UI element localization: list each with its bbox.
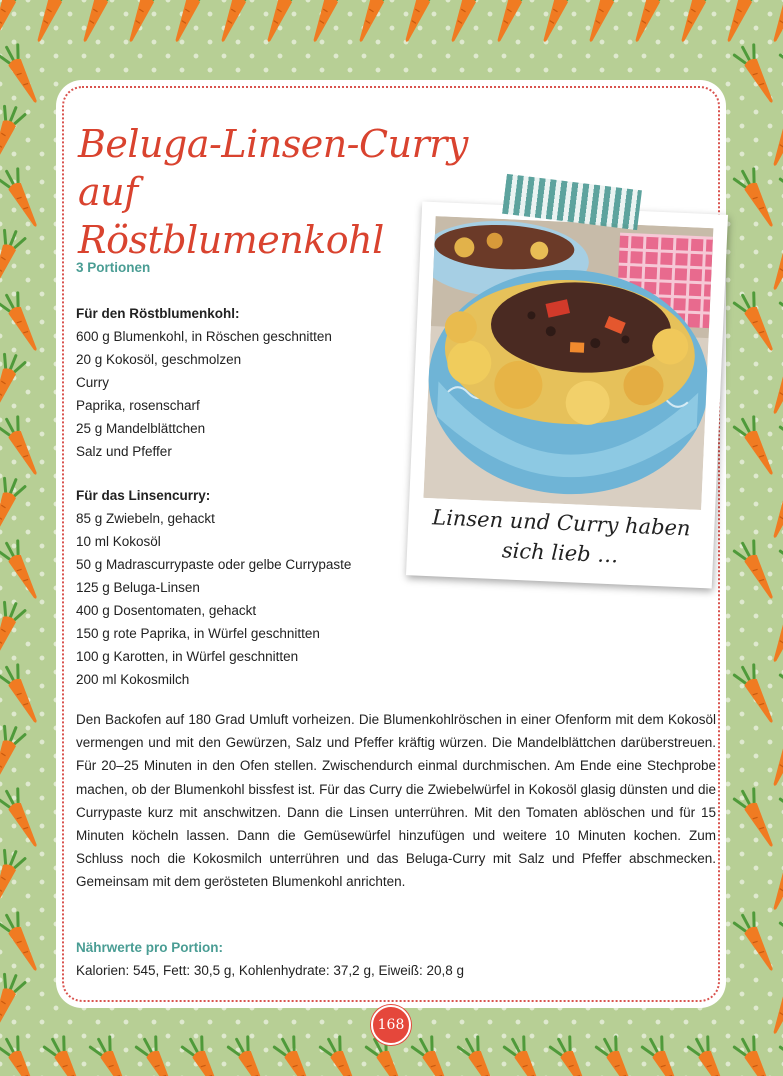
carrot-icon [779,786,783,852]
carrot-icon [0,848,26,914]
carrot-icon [74,0,118,46]
carrot-icon [0,476,26,542]
carrot-icon [779,290,783,356]
carrot-icon [120,0,164,46]
carrot-icon [0,786,46,852]
carrot-icon [0,972,26,1038]
carrot-icon [0,414,46,480]
carrot-icon [733,1034,782,1076]
carrot-icon [0,1034,46,1076]
ingredient-item: 50 g Madrascurrypaste oder gelbe Currypaste [76,557,352,572]
carrot-icon [595,1034,644,1076]
carrot-icon [764,972,783,1038]
carrot-icon [0,42,46,108]
ingredient-item: 600 g Blumenkohl, in Röschen geschnitten [76,329,332,344]
carrot-icon [733,166,782,232]
carrot-icon [0,600,26,666]
carrot-icon [764,228,783,294]
ingredient-item: 200 ml Kokosmilch [76,672,190,687]
carrot-icon [457,1034,506,1076]
page-number-badge: 168 [371,1005,411,1045]
ingredient-item: 150 g rote Paprika, in Würfel geschnitten [76,626,320,641]
carrot-icon [641,1034,690,1076]
carrot-icon [687,1034,736,1076]
carrot-icon [764,352,783,418]
ingredient-item: Paprika, rosenscharf [76,398,200,413]
carrot-icon [135,1034,184,1076]
ingredient-item: 100 g Karotten, in Würfel geschnitten [76,649,299,664]
carrot-icon [212,0,256,46]
recipe-card [56,80,726,1008]
carrot-icon [0,290,46,356]
carrot-icon [580,0,624,46]
carrot-icon [258,0,302,46]
carrot-icon [779,1034,783,1076]
carrot-icon [166,0,210,46]
carrot-icon [764,0,783,46]
ingredient-item: 85 g Zwiebeln, gehackt [76,511,215,526]
instructions-paragraph: Den Backofen auf 180 Grad Umluft vorheizen. Die Blumenkohlröschen in einer Ofenform mit dem Kokosöl vermengen und mit den Gewürzen, Salz und Pfeffer kräftig würzen. Die Mandelblättchen darüberstreuen. Für 20–25 Minuten in den Ofen stellen. Zwischendurch einmal durchmischen. Am Ende eine Stechprobe machen, ob der Blumenkohl bissfest ist. Für das Curry die Zwiebelwürfel in Kokosöl glasig dünsten und die Currypaste kurz mit anschwitzen. Dann die Linsen unterrühren. Mit den Tomaten ablöschen und für 15 Minuten köcheln lassen. Dann die Gemüsewürfel hinzufügen und weitere 10 Minuten kochen. Zum Schluss noch die Kokosmilch unterrühren und das Beluga-Curry mit Salz und Pfeffer abschmecken. Gemeinsam mit dem gerösteten Blumenkohl anrichten. [76,712,716,890]
carrot-icon [0,228,26,294]
title-line-1: Beluga-Linsen-Curry auf [78,122,468,214]
title-line-2: Röstblumenkohl [78,218,384,262]
carrot-icon [549,1034,598,1076]
carrot-icon [0,104,26,170]
ingredient-item: Salz und Pfeffer [76,444,172,459]
curry-bowl-photo [423,216,713,510]
polaroid-photo [406,202,728,589]
carrot-icon [626,0,670,46]
carrot-icon [304,0,348,46]
carrot-icon [43,1034,92,1076]
ingredient-item: 25 g Mandelblättchen [76,421,206,436]
carrot-icon [764,600,783,666]
section-heading-curry: Für das Linsencurry: [76,488,211,503]
carrot-icon [733,910,782,976]
carrot-icon [779,42,783,108]
carrot-icon [28,0,72,46]
carrot-icon [396,0,440,46]
carrot-icon [411,1034,460,1076]
carrot-icon [779,414,783,480]
carrot-icon [181,1034,230,1076]
carrot-icon [733,786,782,852]
carrot-icon [0,910,46,976]
carrot-icon [779,910,783,976]
ingredient-item: Curry [76,375,109,390]
ingredient-item: 10 ml Kokosöl [76,534,161,549]
carrot-icon [764,724,783,790]
section-heading-cauliflower: Für den Röstblumenkohl: [76,306,240,321]
carrot-icon [350,0,394,46]
caption-line-2: sich lieb … [501,538,619,568]
carrot-icon [0,724,26,790]
carrot-icon [779,538,783,604]
carrot-icon [733,290,782,356]
carrot-icon [779,662,783,728]
carrot-icon [0,166,46,232]
carrot-icon [672,0,716,46]
carrot-icon [733,538,782,604]
carrot-icon [718,0,762,46]
carrot-icon [733,662,782,728]
ingredient-item: 400 g Dosentomaten, gehackt [76,603,257,618]
carrot-icon [733,42,782,108]
carrot-icon [534,0,578,46]
ingredient-item: 125 g Beluga-Linsen [76,580,200,595]
carrot-icon [0,662,46,728]
servings-label: 3 Portionen [76,260,151,275]
carrot-icon [0,538,46,604]
carrot-icon [273,1034,322,1076]
carrot-icon [503,1034,552,1076]
carrot-icon [0,0,26,46]
nutrition-values: Kalorien: 545, Fett: 30,5 g, Kohlenhydrate: 37,2 g, Eiweiß: 20,8 g [76,963,464,978]
carrot-icon [319,1034,368,1076]
nutrition-heading: Nährwerte pro Portion: [76,940,224,955]
carrot-icon [442,0,486,46]
caption-line-1: Linsen und Curry haben [431,505,692,541]
carrot-icon [779,166,783,232]
photo-caption [417,502,705,574]
carrot-icon [733,414,782,480]
carrot-icon [488,0,532,46]
carrot-icon [227,1034,276,1076]
carrot-icon [89,1034,138,1076]
ingredient-item: 20 g Kokosöl, geschmolzen [76,352,242,367]
carrot-icon [0,352,26,418]
carrot-icon [764,476,783,542]
carrot-icon [764,104,783,170]
carrot-icon [764,848,783,914]
